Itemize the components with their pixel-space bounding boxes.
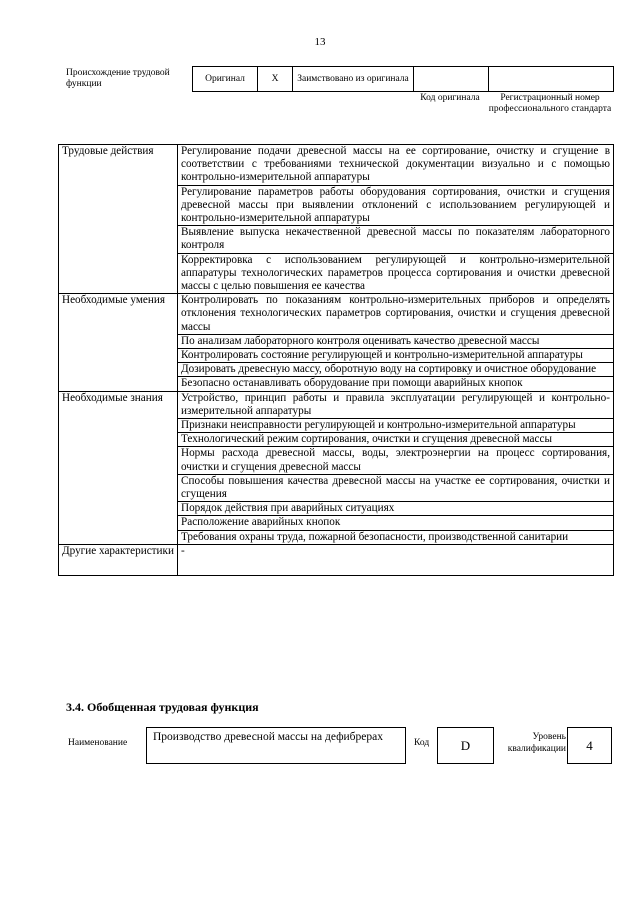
row-item: Дозировать древесную массу, оборотную воду на сортировку и очистное оборудование [178, 363, 614, 377]
origin-reg-caption: Регистрационный номер профессионального стандарта [488, 93, 612, 114]
row-item: Устройство, принцип работы и правила эксплуатации регулирующей и контрольно-измерительной аппаратуры [178, 391, 614, 418]
name-value: Производство древесной массы на дефибрерах [146, 727, 406, 764]
row-label: Необходимые умения [59, 294, 178, 391]
origin-original-label: Оригинал [193, 67, 258, 92]
origin-table [192, 66, 614, 92]
level-value: 4 [567, 727, 612, 764]
row-item: Технологический режим сортирования, очистки и сгущения древесной массы [178, 433, 614, 447]
row-item: Выявление выпуска некачественной древесной массы по показателям лабораторного контроля [178, 226, 614, 253]
table-row [59, 544, 614, 575]
row-item: Нормы расхода древесной массы, воды, электроэнергии на процесс сортирования, очистки и сгущения древесной массы [178, 447, 614, 474]
row-item: Безопасно останавливать оборудование при помощи аварийных кнопок [178, 377, 614, 391]
row-item: По анализам лабораторного контроля оценивать качество древесной массы [178, 334, 614, 348]
row-item: Требования охраны труда, пожарной безопасности, производственной санитарии [178, 530, 614, 544]
row-item: Регулирование подачи древесной массы на ее сортирование, очистку и сгущение в соответствии с требованиями технической документации визуально и с помощью контрольно-измерительной аппаратуры [178, 145, 614, 186]
code-value: D [437, 727, 494, 764]
row-item: Контролировать состояние регулирующей и контрольно-измерительной аппаратуры [178, 349, 614, 363]
origin-code-cell [414, 67, 489, 92]
row-item: Порядок действия при аварийных ситуациях [178, 502, 614, 516]
origin-label: Происхождение трудовой функции [66, 68, 170, 89]
row-item: Контролировать по показаниям контрольно-измерительных приборов и определять отклонения технологических параметров сортирования, очистки и сгущения древесной массы [178, 294, 614, 335]
row-label: Необходимые знания [59, 391, 178, 544]
table-row [59, 294, 614, 335]
page-number: 13 [314, 36, 326, 48]
code-label: Код [414, 738, 430, 748]
row-item: Корректировка с использованием регулирующей и контрольно-измерительной аппаратуры технологических параметров процесса сортирования и очистки древесной массы с целью повышения ее качества [178, 253, 614, 294]
labor-function-table [58, 144, 614, 576]
row-label: Трудовые действия [59, 145, 178, 294]
origin-original-mark: X [258, 67, 293, 92]
row-label: Другие характеристики [59, 544, 178, 575]
origin-code-caption: Код оригинала [420, 93, 480, 103]
row-item: Расположение аварийных кнопок [178, 516, 614, 530]
table-row [59, 145, 614, 186]
section-title: 3.4. Обобщенная трудовая функция [66, 700, 259, 714]
table-row [59, 391, 614, 418]
level-label: Уровень квалификации [507, 732, 566, 754]
row-item: - [178, 544, 614, 575]
row-item: Признаки неисправности регулирующей и контрольно-измерительной аппаратуры [178, 419, 614, 433]
origin-reg-cell [489, 67, 614, 92]
origin-borrowed-label: Заимствовано из оригинала [293, 67, 414, 92]
name-label: Наименование [68, 738, 128, 748]
row-item: Способы повышения качества древесной массы на участке ее сортирования, очистки и сгущения [178, 474, 614, 501]
row-item: Регулирование параметров работы оборудования сортирования, очистки и сгущения древесной массы при выявлении отклонений с использованием регулирующей и контрольно-измерительной аппаратуры [178, 185, 614, 226]
